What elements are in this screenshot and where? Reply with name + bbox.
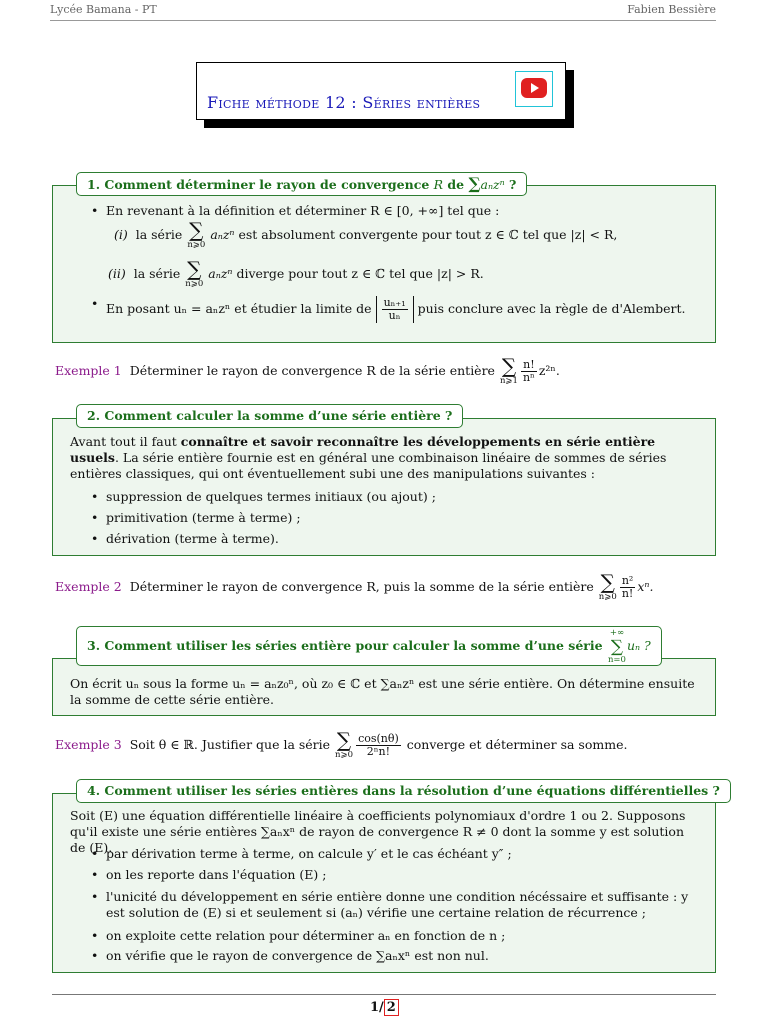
- q2-item-1: • suppression de quelques termes initiaux (ou ajout) ;: [106, 489, 436, 505]
- question-title-4: 4. Comment utiliser les séries entières dans la résolution d’une équations différentielles ?: [76, 779, 731, 803]
- q4-item-1: • par dérivation terme à terme, on calcule y′ et le cas échéant y″ ;: [106, 846, 512, 862]
- q4-item-5: • on vérifie que le rayon de convergence de ∑aₙxⁿ est non nul.: [106, 948, 489, 964]
- q1-bullet-1: • En revenant à la définition et déterminer R ∈ [0, +∞] tel que :: [106, 203, 499, 219]
- header-left: Lycée Bamana - PT: [50, 3, 157, 16]
- header-rule: [50, 20, 716, 21]
- q2-paragraph: Avant tout il faut connaître et savoir reconnaître les développements en série entière usuels. La série entière fournie est en général une combinaison linéaire de sommes de séries entières classiques, qui ont éventuellement subi une des manipulations suivantes :: [70, 434, 667, 481]
- current-page: 1: [370, 1000, 380, 1015]
- example-1: Exemple 1 Déterminer le rayon de convergence R de la série entière ∑ n⩾1 $\frac{n!}{\text{nⁿ}}$ z²ⁿ.: [55, 354, 560, 386]
- q4-item-2: • on les reporte dans l'équation (E) ;: [106, 867, 326, 883]
- example-2: Exemple 2 Déterminer le rayon de convergence R, puis la somme de la série entière ∑ n⩾0 $\frac{\text{n²}}{n!}$ xⁿ.: [55, 570, 654, 602]
- footer-rule: [52, 994, 716, 995]
- q4-item-3: • l'unicité du développement en série entière donne une condition nécéssaire et suffisante : y est solution de (E) si et seulement si (aₙ) vérifie une certaine relation de récurrence ;: [106, 889, 698, 921]
- q1-condition-i: (i) la série ∑ n⩾0 aₙzⁿ est absolument convergente pour tout z ∈ ℂ tel que |z| < R,: [114, 218, 618, 250]
- page-title: Fiche méthode 12 : Séries entières: [207, 93, 481, 112]
- question-title-2: 2. Comment calculer la somme d’une série entière ?: [76, 404, 463, 428]
- q2-item-3: • dérivation (terme à terme).: [106, 531, 279, 547]
- example-2-label: Exemple 2: [55, 579, 122, 594]
- q4-paragraph: Soit (E) une équation différentielle linéaire à coefficients polynomiaux d'ordre 1 ou 2. Supposons qu'il existe une série entières ∑aₙxⁿ de rayon de convergence R ≠ 0 dont la somme y est solution de (E).: [70, 808, 686, 855]
- youtube-icon[interactable]: [515, 71, 553, 107]
- example-3: Exemple 3 Soit θ ∈ ℝ. Justifier que la série ∑ n⩾0 $\frac{\cos(n\theta)}{\text{2ⁿn!}}$ converge et déterminer sa somme.: [55, 728, 628, 760]
- question-title-3: 3. Comment utiliser les séries entière pour calculer la somme d’une série +∞ ∑ n=0 uₙ ?: [76, 626, 662, 666]
- title-box: [196, 62, 566, 120]
- q2-item-2: • primitivation (terme à terme) ;: [106, 510, 301, 526]
- question-title-1: 1. Comment déterminer le rayon de convergence R de ∑aₙzⁿ ?: [76, 172, 527, 196]
- header-right: Fabien Bessière: [627, 3, 716, 16]
- q1-condition-ii: (ii) la série ∑ n⩾0 aₙzⁿ diverge pour tout z ∈ ℂ tel que |z| > R.: [108, 257, 484, 289]
- q4-item-4: • on exploite cette relation pour déterminer aₙ en fonction de n ;: [106, 928, 505, 944]
- page-number: 1/ 2: [370, 1000, 399, 1015]
- next-page-link[interactable]: 2: [384, 999, 399, 1016]
- example-3-label: Exemple 3: [55, 737, 122, 752]
- q1-bullet-2: • En posant uₙ = aₙzⁿ et étudier la limite de $\frac{\text{uₙ₊₁}}{\text{uₙ}}$ puis conclure avec la règle de d'Alembert.: [106, 296, 686, 323]
- example-1-label: Exemple 1: [55, 363, 122, 378]
- q3-paragraph: On écrit uₙ sous la forme uₙ = aₙz₀ⁿ, où z₀ ∈ ℂ et ∑aₙzⁿ est une série entière. On détermine ensuite la somme de cette série entière.: [70, 676, 695, 707]
